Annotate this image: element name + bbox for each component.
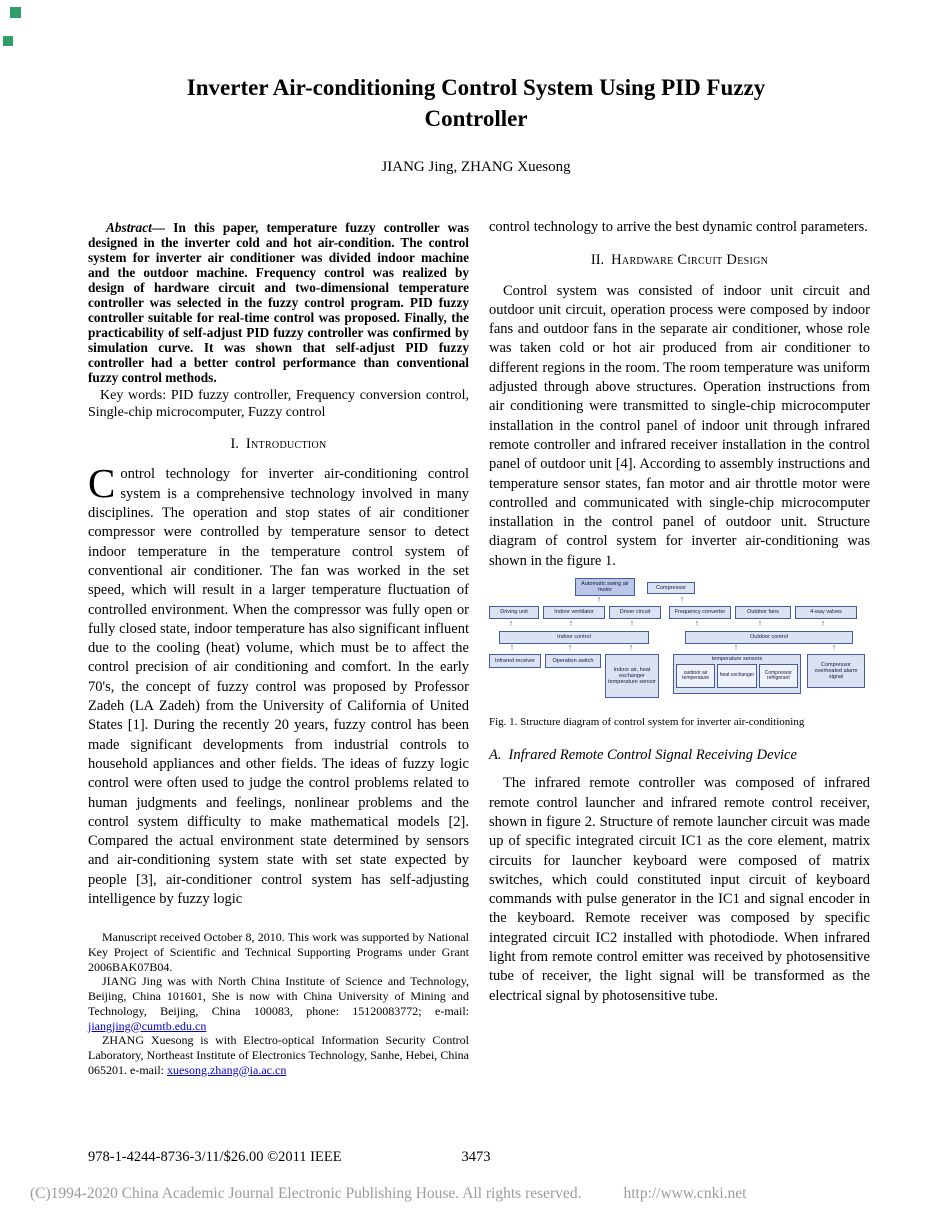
diagram-block-4-way-valves: 4-way valves [795, 606, 857, 619]
watermark-url-link[interactable]: http://www.cnki.net [623, 1185, 747, 1202]
abstract-text: In this paper, temperature fuzzy controller was designed in the inverter cold and hot air-condition. The control system for inverter air conditioner was divided indoor machine and the outdoor machine. Frequency control was realized by design of hardware circuit and two-dimensional temperature controller was selected in the fuzzy control program. PID fuzzy controller suitable for real-time control was proposed. Finally, the practicability of self-adjust PID fuzzy controller was confirmed by simulation curve. It was shown that self-adjust PID fuzzy controller had a better control performance than conventional fuzzy control methods. [88, 220, 469, 385]
footnote-author-1-text: JIANG Jing was with North China Institute of Science and Technology, Beijing, China 101601, She is now with China University of Mining and Technology, Beijing, China 100083, phone: 15120083772; e-mail: [88, 974, 469, 1018]
diagram-block-outdoor-air-temperature: outdoor air temperature [676, 664, 715, 688]
subsection-a-number: A. [489, 747, 502, 764]
diagram-block-indoor-control: Indoor control [499, 631, 649, 644]
arrow-up-icon [626, 643, 636, 652]
diagram-block-driver-circuit: Driver circuit [609, 606, 661, 619]
email-link-jiangjing[interactable]: jiangjing@cumtb.edu.cn [88, 1018, 207, 1033]
paper-title [85, 72, 867, 134]
diagram-block-temperature-sensors-group [673, 654, 801, 694]
dropcap-letter: C [88, 460, 116, 507]
scan-artifact-icon [3, 36, 13, 46]
page-number: 3473 [461, 1149, 491, 1165]
section-1-title: Introduction [245, 436, 327, 453]
diagram-block-indoor-ventilator: Indoor ventilator [543, 606, 605, 619]
email-link-xuesong[interactable]: xuesong.zhang@ia.ac.cn [166, 1062, 287, 1077]
right-column [489, 218, 870, 1006]
subsection-a-title: Infrared Remote Control Signal Receiving Device [508, 747, 797, 764]
footnote-author-2-text: ZHANG Xuesong is with Electro-optical Information Security Control Laboratory, Northeast Institute of Electronics Technology, Sanhe, Hebei, China 065201. e-mail: [88, 1033, 469, 1077]
scan-artifact-icon [10, 7, 21, 18]
diagram-sensor-row [676, 664, 798, 688]
diagram-block-frequency-converter: Frequency converter [669, 606, 731, 619]
diagram-block-swing-motor: Automatic swing air motor [575, 578, 635, 596]
arrow-up-icon [506, 619, 516, 628]
figure-1-caption: Fig. 1. Structure diagram of control system for inverter air-conditioning [489, 716, 805, 729]
authors-line: JIANG Jing, ZHANG Xuesong [381, 159, 571, 175]
paper-title-line1: Inverter Air-conditioning Control System Using PID Fuzzy [186, 75, 766, 100]
arrow-up-icon [692, 619, 702, 628]
watermark-text: (C)1994-2020 China Academic Journal Electronic Publishing House. All rights reserved. [30, 1185, 582, 1202]
diagram-block-driving-unit: Driving unit [489, 606, 539, 619]
diagram-block-infrared-receiver: Infrared receiver [489, 654, 541, 668]
arrow-up-icon [731, 643, 741, 652]
subsection-a-paragraph: The infrared remote controller was composed of infrared remote control launcher and infrared remote control receiver, shown in figure 2. Structure of remote launcher circuit was made up of specific integrated circuit IC1 as the core element, matrix circuits for launcher keyboard were composed of matrix switches, which could constituted input circuit of keyboard commands with pulse generator in the IC1 and signal encoder in the keyboard. Remote receiver was composed by specific integrated circuit IC2 installed with photodiode. When infrared light from remote control emitter was received by photosensitive tube of receiver, the light signal will be transformed as the electrical signal by photosensitive tube. [489, 775, 870, 1004]
figure-1-diagram [489, 578, 867, 710]
diagram-block-heat-exchanger: heat exchanger [717, 664, 756, 688]
introduction-text: ontrol technology for inverter air-conditioning control system is a comprehensive technology involved in many disciplines. The operation and stop states of air conditioner compressor were controlled by temperature sensor to detect indoor temperature in the temperature control system of conventional air conditioner. The fan was worked in the set speed, which will result in a larger temperature fluctuation of controlled environment. When the compressor was fully open or fully closed state, indoor temperature has also significant influent due to the cooling (heat) volume, which must be to affect the control precision of air conditioning and comfort. In the early 70's, the concept of fuzzy control was proposed by Professor Zadeh (LA Zadeh) from the University of California of United States [1]. During the recently 20 years, fuzzy control has been made significant developments from industrial controls to household appliances and other fields. The ideas of fuzzy logic control were often used to judge the control problems related to human judgments and feelings, nonlinear problems and the control system difficulty to make mathematical models [2]. Compared the actual environment state determined by sensors and air-conditioning system state with set state expected by people [3], air-conditioner control system has self-adjusting intelligence by fuzzy logic [88, 466, 469, 908]
left-column [88, 220, 469, 1077]
copyright-line: 978-1-4244-8736-3/11/$26.00 ©2011 IEEE [88, 1149, 342, 1165]
diagram-block-outdoor-fans: Outdoor fans [735, 606, 791, 619]
subsection-a-heading [489, 746, 870, 765]
diagram-block-compressor: Compressor [647, 582, 695, 594]
arrow-up-icon [829, 643, 839, 652]
arrow-up-icon [507, 643, 517, 652]
section-2-number: II. [590, 252, 605, 269]
section-1-heading [88, 435, 469, 454]
section-1-number: I. [230, 436, 239, 453]
diagram-block-outdoor-control: Outdoor control [685, 631, 853, 644]
arrow-up-icon [627, 619, 637, 628]
keywords-line: Key words: PID fuzzy controller, Frequency conversion control, Single-chip microcomputer, Fuzzy control [88, 388, 469, 420]
diagram-block-compressor-refrigerant: Compressor refrigerant [759, 664, 798, 688]
watermark-line [30, 1185, 930, 1203]
arrow-up-icon [594, 595, 604, 604]
arrow-up-icon [755, 619, 765, 628]
diagram-block-operation-switch: Operation switch [545, 654, 601, 668]
diagram-block-compressor-overheated: Compressor overheated alarm signal [807, 654, 865, 688]
footnote-author-1 [88, 974, 469, 1033]
continued-paragraph: control technology to arrive the best dynamic control parameters. [489, 219, 868, 235]
abstract-paragraph [88, 220, 469, 385]
arrow-up-icon [566, 619, 576, 628]
diagram-block-indoor-air-sensor: Indoor air, heat exchanger temperature sensor [605, 654, 659, 698]
section-2-paragraph: Control system was consisted of indoor unit circuit and outdoor unit circuit, operation process were composed by indoor fans and outdoor fans in the separate air conditioner, whose role was taken cold or hot air produced from air conditioner to different regions in the room. The room temperature was uniform adjusted through above structures. Operation instructions from air conditioning were transmitted to single-chip microcomputer installation in the control panel of indoor unit through infrared remote controller and infrared receiver installation in the control panel of outdoor unit [4]. According to assembly instructions and temperature sensor states, fan motor and air throttle motor were controlled and communicated with single-chip microcomputer installation in the control panel of outdoor unit. Structure diagram of control system for inverter air-conditioning was shown in the figure 1. [489, 282, 870, 569]
abstract-label: Abstract— [106, 220, 166, 235]
introduction-paragraph [88, 460, 469, 909]
arrow-up-icon [565, 643, 575, 652]
paper-title-line2: Controller [424, 106, 528, 131]
diagram-block-temperature-sensors: temperature sensors [711, 656, 763, 663]
arrow-up-icon [677, 595, 687, 604]
footnote-manuscript: Manuscript received October 8, 2010. This work was supported by National Key Project of Scientific and Technical Supporting Programs under Grant 2006BAK07B04. [88, 930, 469, 974]
arrow-up-icon [818, 619, 828, 628]
section-2-title: Hardware Circuit Design [611, 252, 769, 269]
footnote-block [88, 930, 469, 1077]
footnote-author-2 [88, 1033, 469, 1077]
section-2-heading [489, 251, 870, 270]
